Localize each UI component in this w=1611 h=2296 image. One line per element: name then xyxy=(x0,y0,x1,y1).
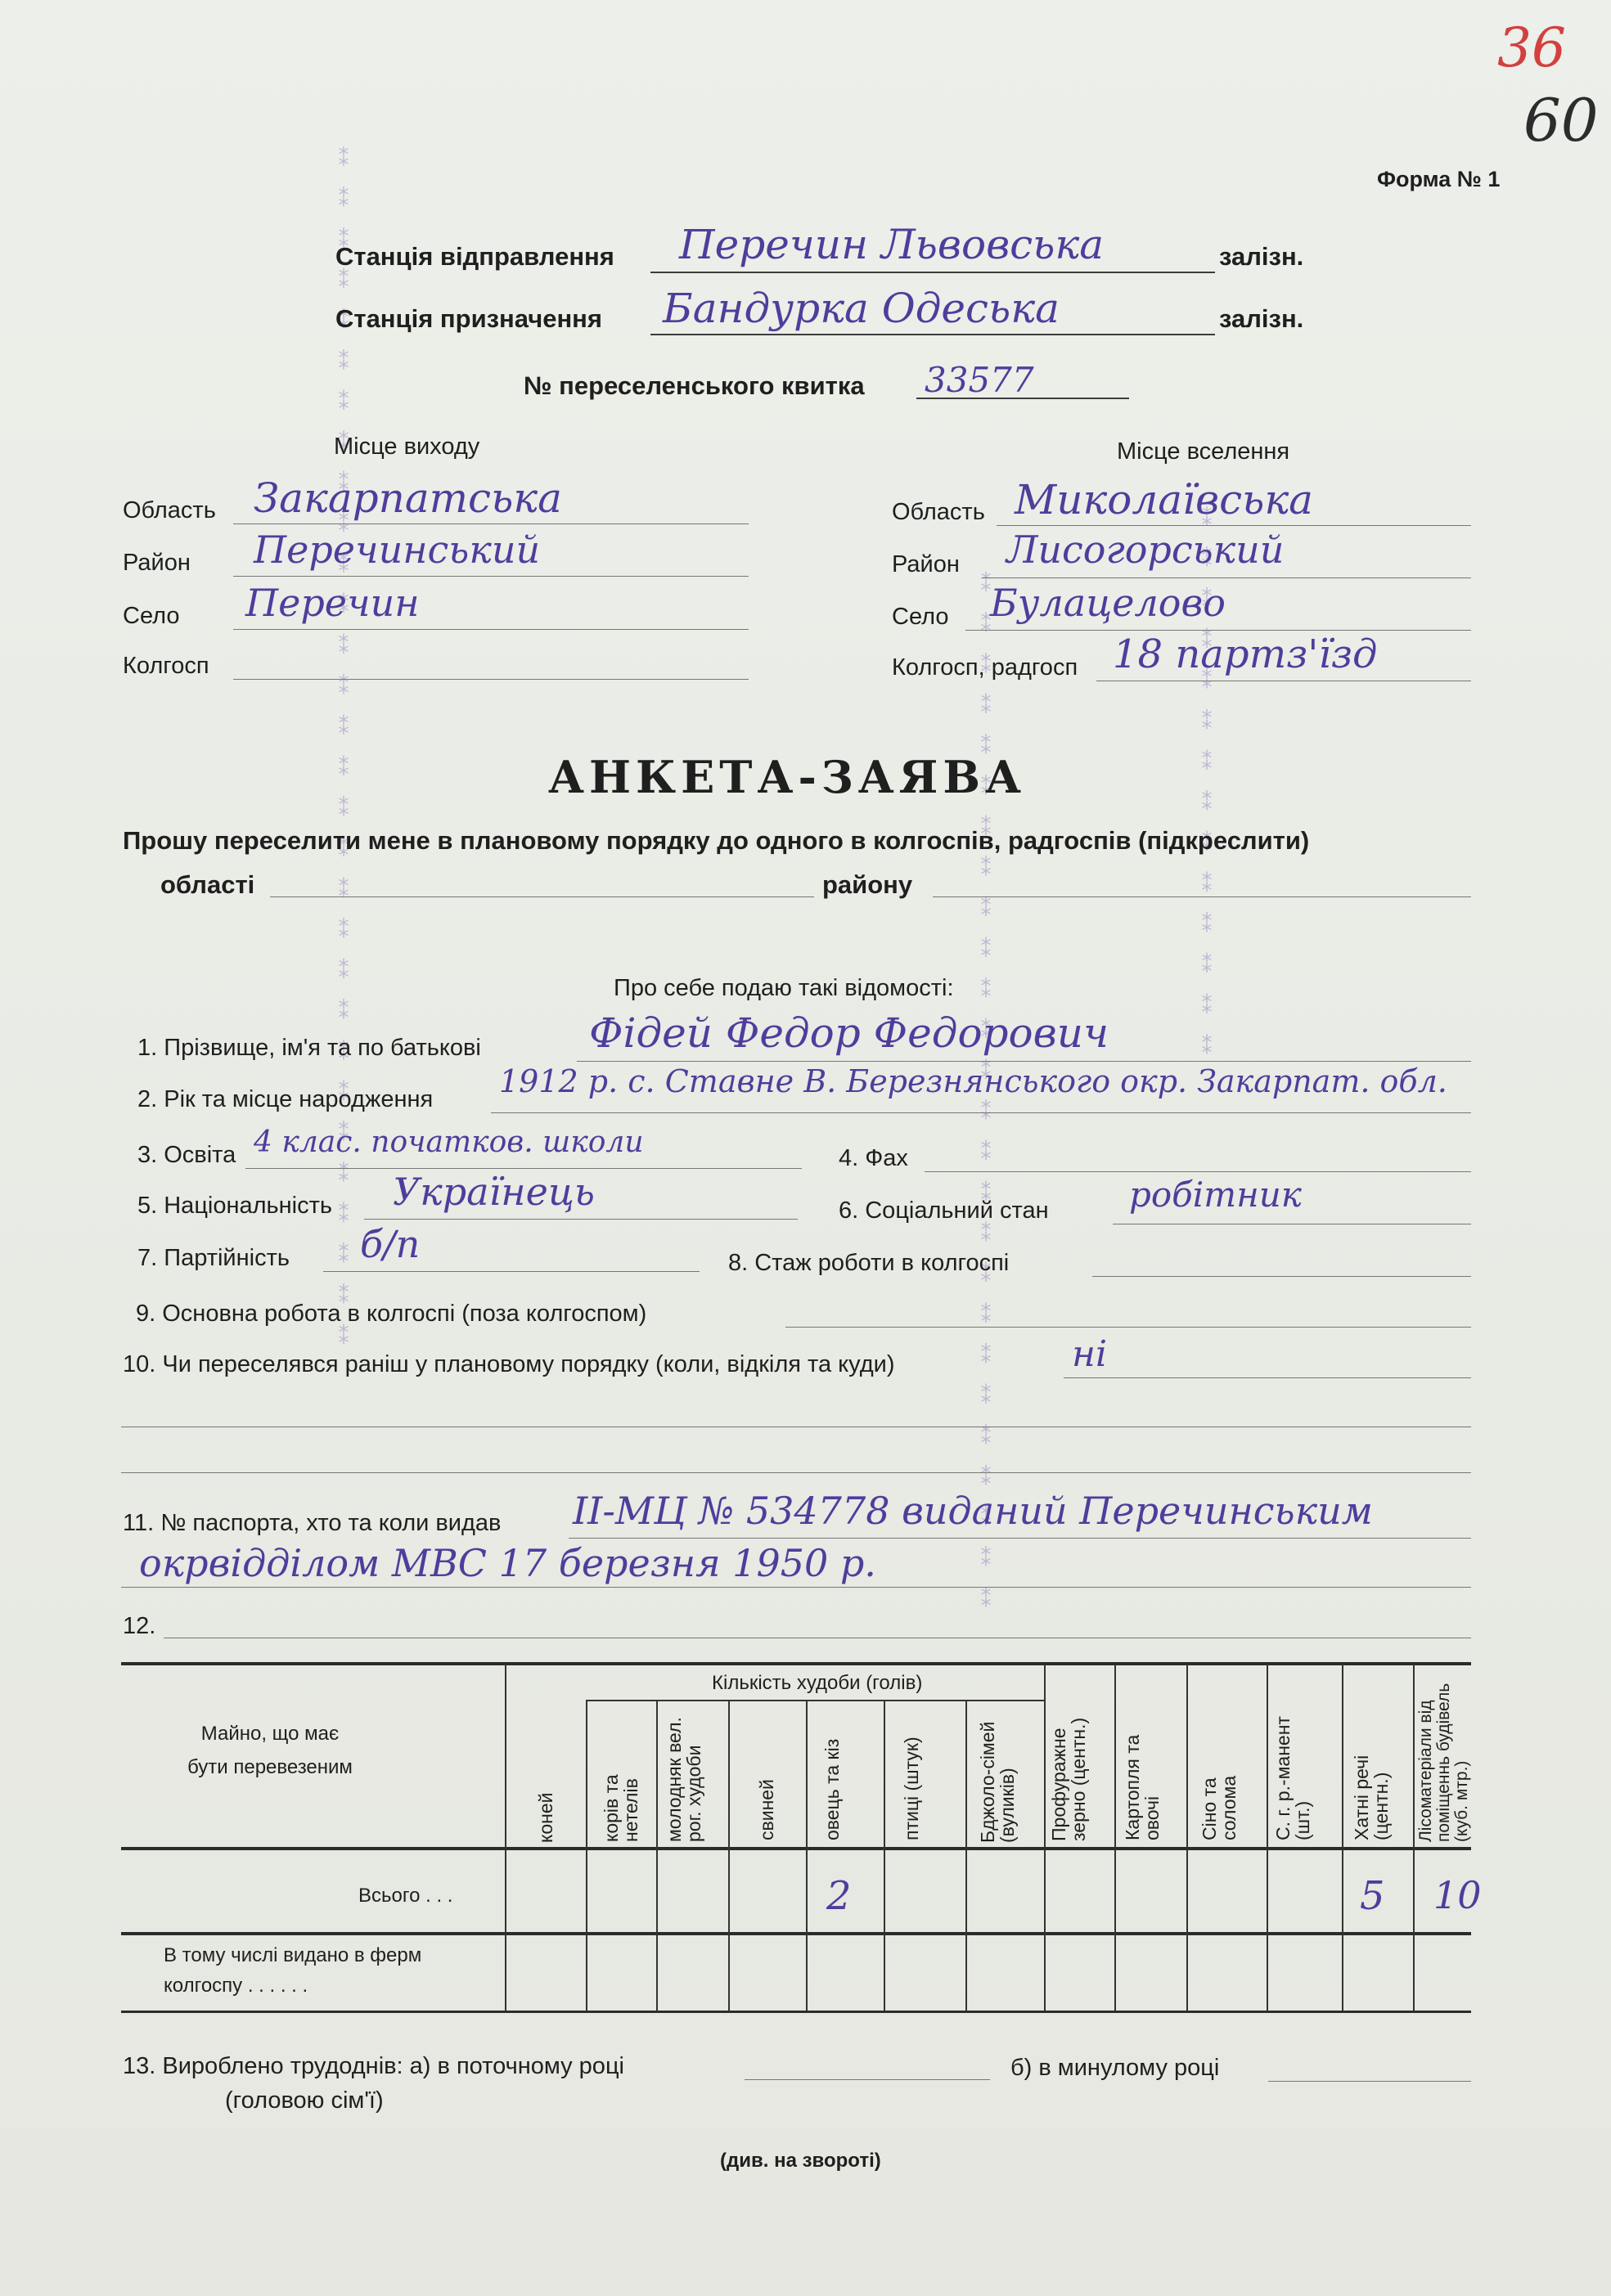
col-divider xyxy=(586,1701,587,2011)
request-raion-line xyxy=(933,896,1471,897)
q11-label: 11. № паспорта, хто та коли видав xyxy=(123,1510,502,1536)
col-head: С. г. р.-манент (шт.) xyxy=(1272,1716,1314,1840)
table-top-rule xyxy=(121,1662,1471,1665)
col-head: Картопля та овочі xyxy=(1122,1734,1163,1840)
col-head: овець та кіз xyxy=(821,1738,843,1840)
settle-oblast-value: Миколаївська xyxy=(1015,476,1313,523)
col-head: птиці (штук) xyxy=(901,1737,922,1840)
departure-line xyxy=(650,272,1215,273)
col-head: Профуражне зерно (центн.) xyxy=(1048,1717,1090,1841)
q13-label: 13. Вироблено трудоднів: а) в поточному році xyxy=(123,2053,624,2079)
ticket-value: 33577 xyxy=(925,360,1034,400)
origin-oblast-value: Закарпатська xyxy=(254,474,562,522)
q11-line xyxy=(569,1538,1471,1539)
q1-line xyxy=(577,1061,1471,1062)
col-divider xyxy=(1267,1664,1268,2011)
departure-label: Станція відправлення xyxy=(335,242,614,271)
q7-value: б/п xyxy=(360,1222,421,1266)
settle-selo-line xyxy=(965,630,1471,631)
q9-line xyxy=(785,1327,1471,1328)
form-title: АНКЕТА-ЗАЯВА xyxy=(548,751,1027,803)
q2-label: 2. Рік та місце народження xyxy=(137,1086,434,1112)
col-divider xyxy=(806,1701,808,2011)
settle-raion-value: Лисогорський xyxy=(1006,528,1285,572)
q5-label: 5. Національність xyxy=(137,1193,333,1219)
col-head: Сіно та солома xyxy=(1199,1775,1240,1840)
stamp-trace: ⁑ ⁑ ⁑ ⁑ ⁑ ⁑ ⁑ ⁑ ⁑ ⁑ ⁑ ⁑ ⁑ ⁑ ⁑ ⁑ ⁑ ⁑ ⁑ ⁑ ⁑ ⁑ ⁑ ⁑ ⁑ ⁑ ⁑ ⁑ ⁑ ⁑ xyxy=(331,147,356,1351)
settle-raion-line xyxy=(982,577,1471,578)
q8-line xyxy=(1092,1276,1471,1277)
col-head: молодняк вел. рог. худоби xyxy=(664,1717,705,1842)
col-divider xyxy=(728,1701,730,2011)
q13-b-label: б) в минулому році xyxy=(1010,2055,1220,2081)
archive-page-number: 60 xyxy=(1523,86,1599,155)
origin-oblast-line xyxy=(233,523,749,524)
footer-note: (див. на звороті) xyxy=(720,2150,881,2172)
q10-line-3 xyxy=(121,1472,1471,1473)
q7-label: 7. Партійність xyxy=(137,1245,290,1271)
q10-value: ні xyxy=(1072,1333,1108,1375)
q4-line xyxy=(925,1171,1471,1172)
origin-heading: Місце виходу xyxy=(334,434,480,460)
col-divider xyxy=(1114,1664,1116,2011)
col-head: коней xyxy=(535,1792,556,1843)
q2-value: 1912 р. с. Ставне В. Березнянського окр. Закарпат. обл. xyxy=(499,1063,1447,1099)
origin-raion-line xyxy=(233,576,749,577)
red-page-number: 36 xyxy=(1497,16,1566,79)
origin-raion-label: Район xyxy=(123,550,191,576)
q12-label: 12. xyxy=(123,1613,156,1639)
q1-label: 1. Прізвище, ім'я та по батькові xyxy=(137,1035,481,1061)
q4-label: 4. Фах xyxy=(839,1145,908,1171)
q7-line xyxy=(323,1271,700,1272)
destination-value: Бандурка Одеська xyxy=(663,285,1060,332)
row-issued-label: В тому числі видано в ферм колгоспу . . . . . . xyxy=(164,1944,422,1997)
q11-line-2 xyxy=(121,1587,1471,1588)
col-head: свиней xyxy=(756,1779,777,1840)
q9-label: 9. Основна робота в колгоспі (поза колгоспом) xyxy=(136,1301,647,1327)
table-header-rule xyxy=(121,1847,1471,1850)
table-row-rule xyxy=(121,1932,1471,1935)
q13-sub: (головою сім'ї) xyxy=(225,2087,384,2114)
request-oblast-label: області xyxy=(160,870,255,899)
destination-line xyxy=(650,334,1215,335)
origin-selo-value: Перечин xyxy=(245,581,420,625)
destination-label: Станція призначення xyxy=(335,304,602,333)
stamp-trace: ⁑ ⁑ ⁑ ⁑ ⁑ ⁑ ⁑ ⁑ ⁑ ⁑ ⁑ ⁑ ⁑ ⁑ ⁑ ⁑ ⁑ ⁑ ⁑ ⁑ ⁑ ⁑ ⁑ ⁑ ⁑ ⁑ xyxy=(974,573,998,1615)
col-head: Хатні речі (центн.) xyxy=(1351,1755,1393,1840)
settle-oblast-label: Область xyxy=(892,499,985,525)
destination-suffix: залізн. xyxy=(1219,304,1304,333)
q1-value: Фідей Федор Федорович xyxy=(589,1009,1109,1057)
col-head: Бджоло-сімей (вуликів) xyxy=(977,1721,1019,1843)
intro-text: Про себе подаю такі відомості: xyxy=(614,975,954,1001)
settle-selo-value: Булацелово xyxy=(990,581,1226,625)
q6-label: 6. Соціальний стан xyxy=(839,1197,1049,1224)
ticket-label: № переселенського квитка xyxy=(524,371,865,400)
departure-suffix: залізн. xyxy=(1219,242,1304,271)
col-divider xyxy=(505,1664,506,2011)
settle-selo-label: Село xyxy=(892,604,949,630)
col-divider xyxy=(965,1701,967,2011)
q11-value-2: окрвідділом МВС 17 березня 1950 р. xyxy=(139,1541,876,1585)
table-property-head: Майно, що має бути перевезеним xyxy=(187,1723,353,1778)
q11-value-1: II-МЦ № 534778 виданий Перечинським xyxy=(573,1489,1373,1533)
q6-value: робітник xyxy=(1129,1175,1302,1215)
departure-value: Перечин Львовська xyxy=(679,221,1105,268)
col-divider xyxy=(1186,1664,1188,2011)
table-livestock-head: Кількість худоби (голів) xyxy=(712,1672,923,1694)
col-divider xyxy=(656,1701,658,2011)
origin-kolhosp-label: Колгосп xyxy=(123,653,209,679)
origin-selo-line xyxy=(233,629,749,630)
stamp-trace: ⁑ ⁑ ⁑ ⁑ ⁑ ⁑ ⁑ ⁑ ⁑ ⁑ ⁑ ⁑ ⁑ ⁑ xyxy=(1195,507,1219,1062)
q3-label: 3. Освіта xyxy=(137,1142,236,1168)
q5-line xyxy=(364,1219,798,1220)
q3-value: 4 клас. початков. школи xyxy=(254,1126,644,1159)
q5-value: Українець xyxy=(393,1170,595,1214)
q2-line xyxy=(491,1112,1471,1113)
origin-kolhosp-line xyxy=(233,679,749,680)
origin-oblast-label: Область xyxy=(123,497,216,523)
settle-raion-label: Район xyxy=(892,551,960,577)
livestock-subrule xyxy=(586,1700,1044,1701)
request-raion-label: району xyxy=(822,870,913,899)
settle-kolhosp-label: Колгосп, радгосп xyxy=(892,654,1078,681)
q8-label: 8. Стаж роботи в колгоспі xyxy=(728,1250,1010,1276)
q10-line xyxy=(1064,1377,1471,1378)
col-divider xyxy=(884,1701,885,2011)
col-head: Лісоматеріали від поміщеннь будівель (куб. мтр.) xyxy=(1416,1683,1472,1842)
col-divider xyxy=(1413,1664,1415,2011)
settle-heading: Місце вселення xyxy=(1117,438,1290,465)
q3-line xyxy=(245,1168,802,1169)
table-bottom-rule xyxy=(121,2011,1471,2013)
request-text: Прошу переселити мене в плановому порядку до одного в колгоспів, радгоспів (підкреслити) xyxy=(123,826,1310,855)
col-divider xyxy=(1044,1664,1046,2011)
settle-kolhosp-value: 18 партз'їзд xyxy=(1113,631,1378,677)
form-number: Форма № 1 xyxy=(1377,167,1501,191)
total-sheep-goats: 2 xyxy=(826,1873,852,1919)
request-oblast-line xyxy=(270,896,814,897)
q13-b-line xyxy=(1268,2081,1471,2082)
col-divider xyxy=(1342,1664,1343,2011)
row-total-label: Всього . . . xyxy=(358,1885,453,1907)
origin-raion-value: Перечинський xyxy=(254,528,541,572)
total-timber: 10 xyxy=(1433,1873,1482,1917)
col-head: корів та нетелів xyxy=(601,1774,642,1842)
total-household: 5 xyxy=(1360,1873,1385,1919)
origin-selo-label: Село xyxy=(123,603,180,629)
settle-oblast-line xyxy=(997,525,1471,526)
q10-label: 10. Чи переселявся раніш у плановому порядку (коли, відкіля та куди) xyxy=(123,1351,895,1377)
q13-a-line xyxy=(745,2079,990,2080)
